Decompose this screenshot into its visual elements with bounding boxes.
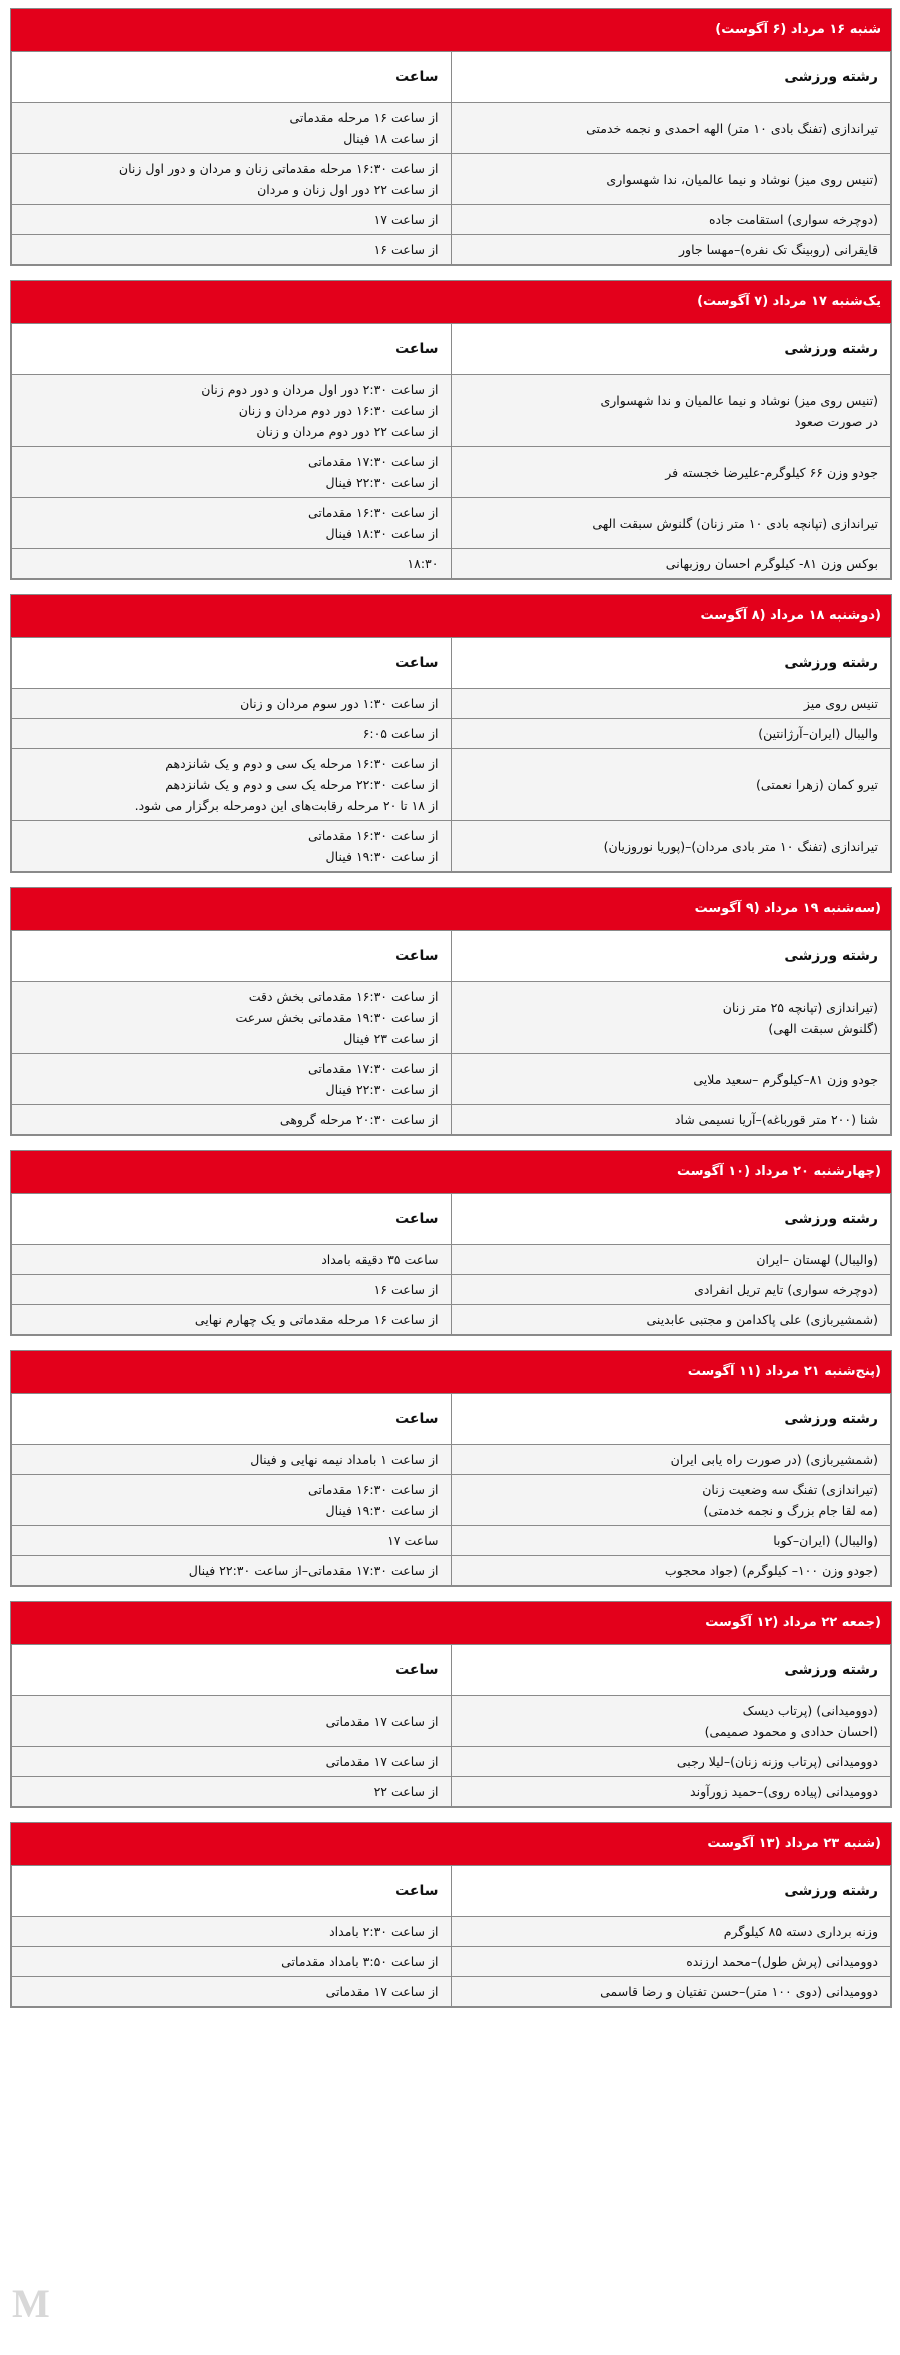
sport-cell: [451, 1275, 891, 1305]
table-row: [12, 749, 891, 821]
time-text: از ساعت ۲۲ دور دوم مردان و زنان: [256, 424, 439, 439]
sport-cell: [451, 103, 891, 154]
sport-cell: [451, 1526, 891, 1556]
sport-cell: [451, 235, 891, 265]
time-cell: [12, 1777, 452, 1807]
time-cell: [12, 1696, 452, 1747]
table-row: [12, 1556, 891, 1586]
sport-cell: [451, 154, 891, 205]
sport-cell: [451, 1475, 891, 1526]
sport-text: (دوچرخه سواری) تایم تریل انفرادی: [694, 1282, 878, 1297]
column-header-time: ساعت: [12, 638, 452, 689]
schedule-table: [11, 323, 891, 579]
time-text: از ساعت ۱۷:۳۰ مقدماتی: [307, 1061, 439, 1076]
day-block: [10, 1350, 892, 1587]
sport-text: تیراندازی (تپانچه بادی ۱۰ متر زنان) گلنوش سبقت الهی: [592, 515, 878, 531]
time-cell: [12, 1054, 452, 1105]
time-cell: [12, 447, 452, 498]
column-header-sport: رشته ورزشی: [451, 1645, 891, 1696]
time-cell: [12, 1245, 452, 1275]
sport-cell: [451, 1696, 891, 1747]
sport-cell: [451, 821, 891, 872]
sport-text: (دوومیدانی) (پرتاب دیسک: [742, 1703, 878, 1718]
table-header-row: [12, 1394, 891, 1445]
time-text: از ساعت ۲:۳۰ بامداد: [329, 1924, 439, 1939]
time-text: از ساعت ۱۷ مقدماتی: [325, 1713, 439, 1729]
sport-cell: [451, 749, 891, 821]
table-row: [12, 1054, 891, 1105]
sport-text: بوکس وزن ۸۱- کیلوگرم احسان روزبهانی: [665, 556, 878, 571]
time-cell: [12, 205, 452, 235]
sport-text: وزنه برداری دسته ۸۵ کیلوگرم: [723, 1924, 878, 1939]
sport-text: شنا (۲۰۰ متر قورباغه)–آریا نسیمی شاد: [674, 1112, 878, 1127]
time-cell: [12, 1105, 452, 1135]
day-title: شنبه ۱۶ مرداد (۶ آگوست): [11, 9, 891, 51]
sport-text: تیراندازی (تفنگ بادی ۱۰ متر) الهه احمدی و نجمه خدمتی: [586, 120, 878, 136]
time-cell: [12, 1747, 452, 1777]
time-text: از ساعت ۲۲:۳۰ فینال: [325, 1082, 439, 1097]
time-cell: [12, 749, 452, 821]
sport-cell: [451, 205, 891, 235]
sport-cell: [451, 719, 891, 749]
time-text: از ساعت ۱۹:۳۰ فینال: [325, 1503, 439, 1518]
time-text: از ۱۸ تا ۲۰ مرحله رقابت‌های این دومرحله برگزار می شود.: [134, 798, 439, 813]
time-cell: [12, 1556, 452, 1586]
time-cell: [12, 375, 452, 447]
time-cell: [12, 154, 452, 205]
table-header-row: [12, 638, 891, 689]
time-text: از ساعت ۱۷ مقدماتی: [325, 1754, 439, 1769]
table-row: [12, 447, 891, 498]
time-cell: [12, 549, 452, 579]
time-cell: [12, 1445, 452, 1475]
time-text: از ساعت ۲۲:۳۰ فینال: [325, 475, 439, 490]
time-cell: [12, 1275, 452, 1305]
time-text: از ساعت ۱۸ فینال: [343, 131, 439, 146]
time-text: از ساعت ۶:۰۵: [362, 726, 439, 741]
table-header-row: [12, 324, 891, 375]
sport-cell: [451, 375, 891, 447]
time-text: از ساعت ۱۸:۳۰ فینال: [325, 526, 439, 541]
sport-text: دوومیدانی (دوی ۱۰۰ متر)–حسن تفتیان و رضا قاسمی: [600, 1984, 878, 1999]
time-text: از ساعت ۱۶:۳۰ مرحله مقدماتی زنان و مردان و دور اول زنان: [118, 161, 439, 176]
time-text: از ساعت ۱۶:۳۰ دور دوم مردان و زنان: [238, 403, 439, 418]
sport-text: والیبال (ایران–آرژانتین): [758, 726, 878, 741]
sport-text: تیراندازی (تفنگ ۱۰ متر بادی مردان)–(پوریا نوروزیان): [603, 838, 878, 854]
sport-cell: [451, 1947, 891, 1977]
day-title: یک‌شنبه ۱۷ مرداد (۷ آگوست): [11, 281, 891, 323]
day-block: [10, 887, 892, 1136]
sport-cell: [451, 1777, 891, 1807]
day-title: (شنبه ۲۳ مرداد (۱۳ آگوست: [11, 1823, 891, 1865]
table-row: [12, 1917, 891, 1947]
time-text: از ساعت ۱۷ مقدماتی: [325, 1984, 439, 1999]
time-text: از ساعت ۱۶ مرحله مقدماتی و یک چهارم نهایی: [194, 1312, 439, 1327]
day-title: (دوشنبه ۱۸ مرداد (۸ آگوست: [11, 595, 891, 637]
table-row: [12, 375, 891, 447]
sport-cell: [451, 1105, 891, 1135]
day-block: [10, 1150, 892, 1336]
time-text: از ساعت ۲۲ دور اول زنان و مردان: [257, 182, 439, 197]
sport-cell: [451, 982, 891, 1054]
table-row: [12, 821, 891, 872]
day-block: [10, 8, 892, 266]
sport-text: (شمشیربازی) علی پاکدامن و مجتبی عابدینی: [646, 1312, 878, 1327]
table-row: [12, 235, 891, 265]
sport-text: دوومیدانی (پرتاب وزنه زنان)–لیلا رجبی: [676, 1754, 878, 1769]
sport-text: (والیبال) (ایران–کوبا: [773, 1533, 878, 1548]
time-cell: [12, 103, 452, 154]
day-title: (سه‌شنبه ۱۹ مرداد (۹ آگوست: [11, 888, 891, 930]
sport-text: (جودو وزن ۱۰۰– کیلوگرم) (جواد محجوب: [664, 1563, 878, 1578]
table-row: [12, 1305, 891, 1335]
time-text: از ساعت ۱۶:۳۰ مقدماتی: [307, 1482, 439, 1497]
table-header-row: [12, 1645, 891, 1696]
schedule-table: [11, 1193, 891, 1335]
table-row: [12, 1275, 891, 1305]
column-header-time: ساعت: [12, 1645, 452, 1696]
time-cell: [12, 1475, 452, 1526]
day-block: [10, 1822, 892, 2008]
time-text: از ساعت ۱:۳۰ دور سوم مردان و زنان: [240, 696, 439, 711]
day-block: [10, 594, 892, 873]
time-text: از ساعت ۱۶: [373, 242, 439, 257]
sport-cell: [451, 1917, 891, 1947]
time-text: از ساعت ۱۷:۳۰ مقدماتی–از ساعت ۲۲:۳۰ فینال: [188, 1563, 439, 1578]
table-header-row: [12, 52, 891, 103]
day-title: (جمعه ۲۲ مرداد (۱۲ آگوست: [11, 1602, 891, 1644]
table-row: [12, 498, 891, 549]
table-row: [12, 205, 891, 235]
time-cell: [12, 982, 452, 1054]
sport-text: (تنیس روی میز) نوشاد و نیما عالمیان، ندا شهسواری: [606, 171, 878, 187]
time-text: از ساعت ۱۶ مرحله مقدماتی: [289, 110, 439, 125]
column-header-sport: رشته ورزشی: [451, 1866, 891, 1917]
sport-text: تنیس روی میز: [803, 696, 878, 711]
sport-text: قایقرانی (روبینگ تک نفره)–مهسا جاور: [679, 242, 878, 257]
sport-cell: [451, 1747, 891, 1777]
table-row: [12, 1526, 891, 1556]
sport-cell: [451, 498, 891, 549]
sport-cell: [451, 1445, 891, 1475]
sport-text: جودو وزن ۸۱–کیلوگرم –سعید ملایی: [693, 1071, 878, 1087]
table-header-row: [12, 931, 891, 982]
table-header-row: [12, 1866, 891, 1917]
table-row: [12, 1747, 891, 1777]
time-text: از ساعت ۱۷: [373, 212, 439, 227]
sport-text: دوومیدانی (پرش طول)–محمد ارزنده: [686, 1954, 878, 1969]
column-header-sport: رشته ورزشی: [451, 931, 891, 982]
day-title: (چهارشنبه ۲۰ مرداد (۱۰ آگوست: [11, 1151, 891, 1193]
time-text: از ساعت ۲۲: [373, 1784, 439, 1799]
table-row: [12, 1977, 891, 2007]
sport-text: (تیراندازی (تپانچه ۲۵ متر زنان: [722, 999, 878, 1015]
time-text: ساعت ۱۷: [387, 1533, 439, 1548]
sport-cell: [451, 689, 891, 719]
column-header-sport: رشته ورزشی: [451, 324, 891, 375]
time-cell: [12, 498, 452, 549]
sport-text: دوومیدانی (پیاده روی)–حمید زورآوند: [690, 1784, 878, 1799]
sport-cell: [451, 1556, 891, 1586]
day-title: (پنج‌شنبه ۲۱ مرداد (۱۱ آگوست: [11, 1351, 891, 1393]
schedule-table: [11, 51, 891, 265]
column-header-time: ساعت: [12, 324, 452, 375]
table-row: [12, 1475, 891, 1526]
column-header-time: ساعت: [12, 52, 452, 103]
column-header-time: ساعت: [12, 1394, 452, 1445]
time-text: از ساعت ۱۶:۳۰ مرحله یک سی و دوم و یک شانزدهم: [165, 756, 439, 771]
table-row: [12, 1245, 891, 1275]
column-header-sport: رشته ورزشی: [451, 52, 891, 103]
sport-text: (تیراندازی) تفنگ سه وضعیت زنان: [702, 1482, 878, 1497]
schedule-table: [11, 637, 891, 872]
sport-text: تیرو کمان (زهرا نعمتی): [756, 777, 878, 792]
sport-cell: [451, 1054, 891, 1105]
table-row: [12, 1777, 891, 1807]
sport-text: در صورت صعود: [794, 413, 878, 429]
time-text: از ساعت ۱۶:۳۰ مقدماتی: [307, 505, 439, 520]
time-text: ساعت ۳۵ دقیقه بامداد: [321, 1252, 439, 1267]
schedule-table: [11, 1644, 891, 1807]
table-row: [12, 1947, 891, 1977]
sport-cell: [451, 1305, 891, 1335]
time-cell: [12, 1947, 452, 1977]
schedule-table: [11, 1393, 891, 1586]
time-cell: [12, 1305, 452, 1335]
sport-text: (دوچرخه سواری) استقامت جاده: [708, 212, 878, 227]
time-text: از ساعت ۲۳ فینال: [343, 1031, 439, 1046]
sport-text: (شمشیربازی) (در صورت راه یابی ایران: [670, 1452, 878, 1467]
time-cell: [12, 1526, 452, 1556]
time-text: از ساعت ۱۹:۳۰ فینال: [325, 849, 439, 864]
time-text: از ساعت ۲۲:۳۰ مرحله یک سی و دوم و یک شانزدهم: [165, 777, 439, 792]
time-text: از ساعت ۱۶: [373, 1282, 439, 1297]
table-row: [12, 982, 891, 1054]
time-text: از ساعت ۱۷:۳۰ مقدماتی: [307, 454, 439, 469]
sport-cell: [451, 1245, 891, 1275]
column-header-sport: رشته ورزشی: [451, 1194, 891, 1245]
time-cell: [12, 1977, 452, 2007]
column-header-time: ساعت: [12, 931, 452, 982]
time-text: از ساعت ۲:۳۰ دور اول مردان و دور دوم زنان: [201, 382, 439, 397]
time-text: از ساعت ۳:۵۰ بامداد مقدماتی: [281, 1954, 439, 1969]
schedule-table: [11, 930, 891, 1135]
time-text: ۱۸:۳۰: [407, 556, 439, 571]
schedule-table: [11, 1865, 891, 2007]
time-cell: [12, 689, 452, 719]
time-cell: [12, 235, 452, 265]
table-row: [12, 689, 891, 719]
time-text: از ساعت ۲۰:۳۰ مرحله گروهی: [279, 1112, 439, 1127]
sport-text: (والیبال) لهستان –ایران: [756, 1252, 878, 1267]
time-cell: [12, 1917, 452, 1947]
time-text: از ساعت ۱۶:۳۰ مقدماتی بخش دقت: [248, 989, 439, 1004]
table-row: [12, 154, 891, 205]
sport-text: (تنیس روی میز) نوشاد و نیما عالمیان و ندا شهسواری: [600, 392, 878, 408]
column-header-time: ساعت: [12, 1866, 452, 1917]
column-header-time: ساعت: [12, 1194, 452, 1245]
table-row: [12, 1105, 891, 1135]
time-cell: [12, 821, 452, 872]
time-text: از ساعت ۱ بامداد نیمه نهایی و فینال: [250, 1452, 439, 1467]
sport-text: (احسان حدادی و محمود صمیمی): [704, 1724, 878, 1739]
sport-cell: [451, 1977, 891, 2007]
time-text: از ساعت ۱۶:۳۰ مقدماتی: [307, 828, 439, 843]
watermark-logo: M: [12, 2281, 50, 2326]
sport-text: جودو وزن ۶۶ کیلوگرم-علیرضا خجسته فر: [665, 464, 878, 480]
sport-text: (مه لقا جام بزرگ و نجمه خدمتی): [703, 1503, 878, 1518]
table-header-row: [12, 1194, 891, 1245]
column-header-sport: رشته ورزشی: [451, 638, 891, 689]
time-text: از ساعت ۱۹:۳۰ مقدماتی بخش سرعت: [235, 1010, 439, 1025]
day-block: [10, 1601, 892, 1808]
day-block: [10, 280, 892, 580]
sport-cell: [451, 549, 891, 579]
column-header-sport: رشته ورزشی: [451, 1394, 891, 1445]
sport-text: (گلنوش سبقت الهی): [768, 1020, 878, 1036]
table-row: [12, 719, 891, 749]
time-cell: [12, 719, 452, 749]
table-row: [12, 1696, 891, 1747]
table-row: [12, 549, 891, 579]
sport-cell: [451, 447, 891, 498]
table-row: [12, 103, 891, 154]
table-row: [12, 1445, 891, 1475]
